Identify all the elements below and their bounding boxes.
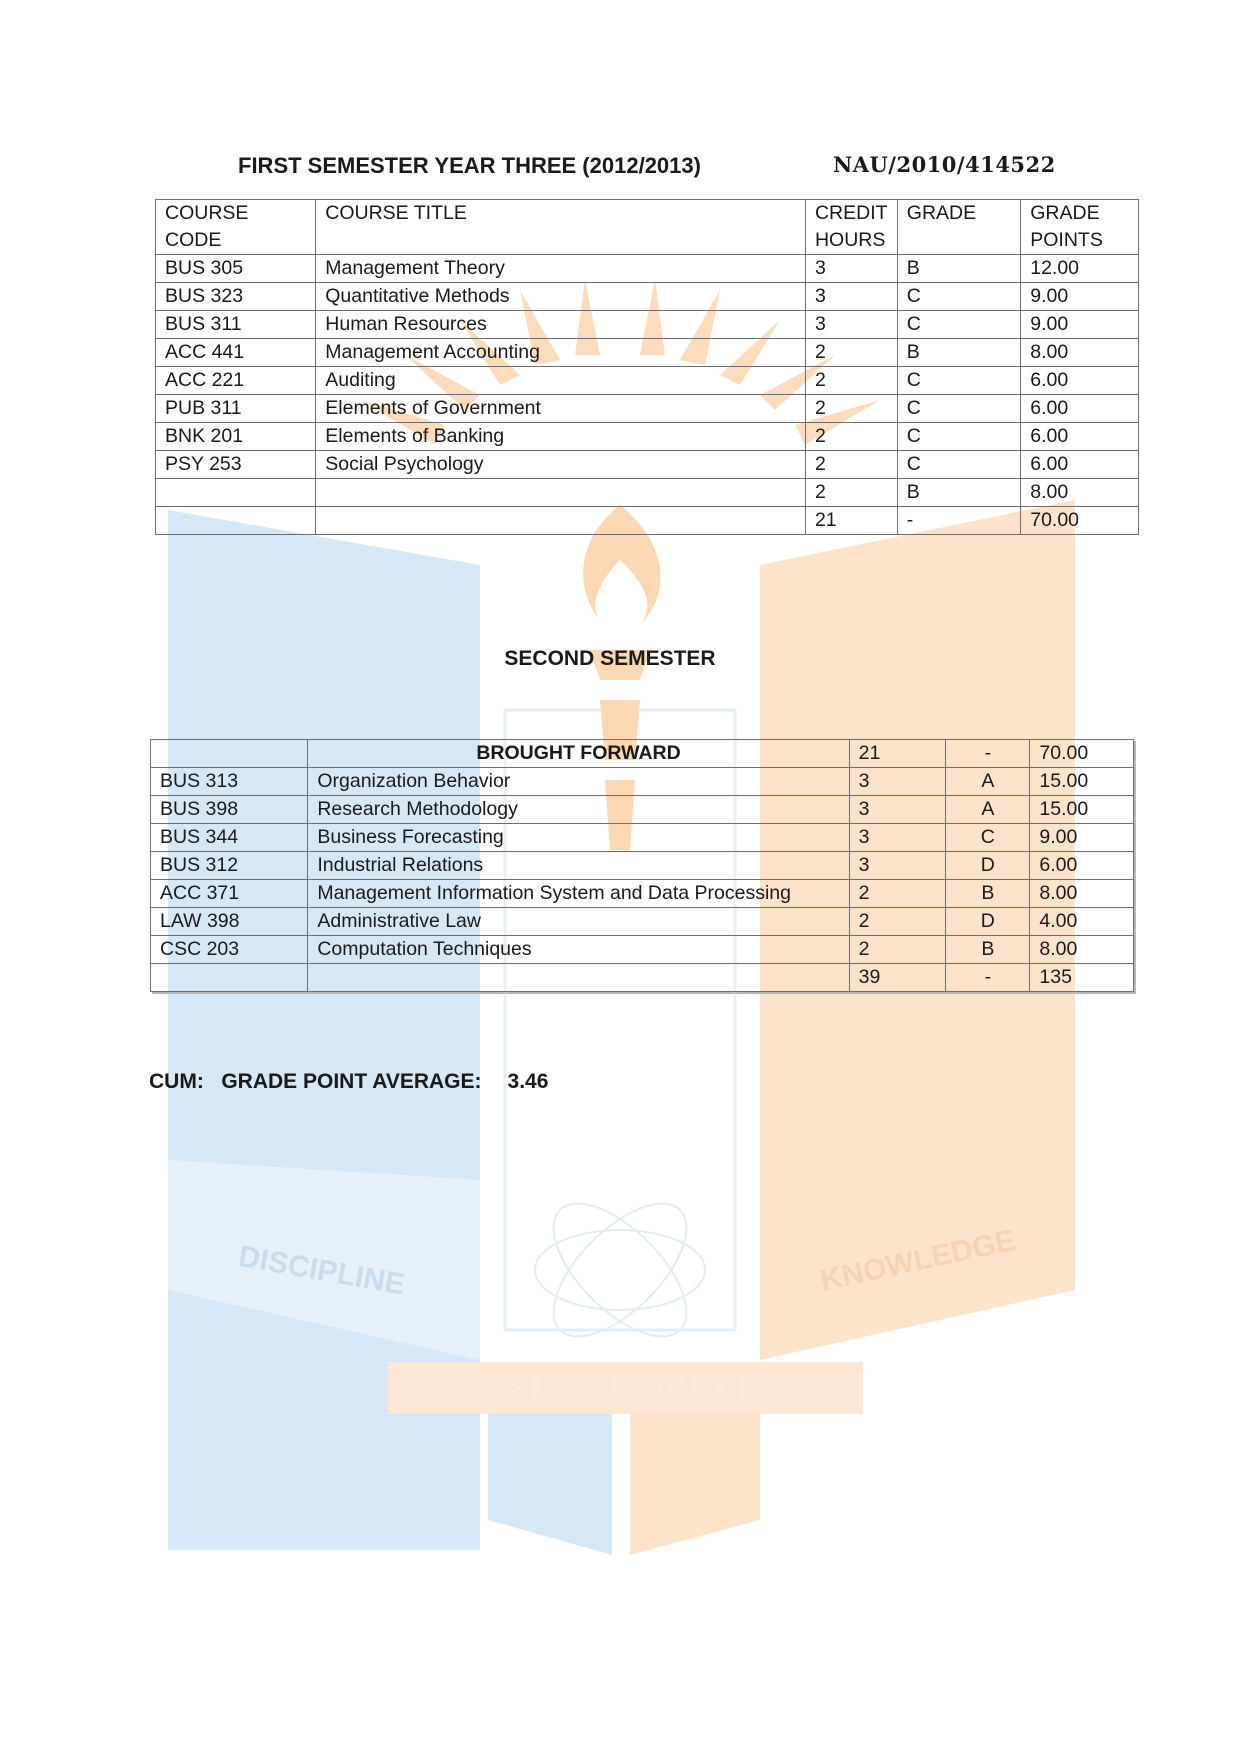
credit-hours-cell: 3 [849, 824, 946, 852]
course-title-cell [316, 507, 806, 535]
grade-points-cell: 12.00 [1021, 255, 1139, 283]
credit-hours-cell: 21 [805, 507, 897, 535]
table-row [156, 283, 1139, 311]
course-title-cell: Computation Techniques [308, 936, 849, 964]
credit-hours-cell: 3 [849, 768, 946, 796]
watermark-banner-text: SELF RELIANCE [486, 1372, 764, 1405]
brought-forward-row [151, 740, 1134, 768]
grade-points-cell: 8.00 [1030, 936, 1134, 964]
grade-cell: C [897, 451, 1020, 479]
first-semester-table [155, 199, 1139, 535]
grade-points-cell: 135 [1030, 964, 1134, 992]
course-code-cell: PUB 311 [156, 395, 316, 423]
table-row [156, 311, 1139, 339]
grade-points-cell: 9.00 [1030, 824, 1134, 852]
cgpa-label: CUM: GRADE POINT AVERAGE: [149, 1070, 482, 1093]
grade-cell: B [946, 880, 1030, 908]
grade-points-cell: 9.00 [1021, 283, 1139, 311]
brought-forward-grade: - [946, 740, 1030, 768]
table-row [156, 367, 1139, 395]
table-row [156, 507, 1139, 535]
credit-hours-cell: 2 [805, 479, 897, 507]
grade-cell: - [946, 964, 1030, 992]
course-title-cell: Organization Behavior [308, 768, 849, 796]
credit-hours-cell: 2 [805, 423, 897, 451]
table-cell [151, 740, 308, 768]
column-header-grade: GRADE [897, 200, 1020, 255]
first-semester-title: FIRST SEMESTER YEAR THREE (2012/2013) [238, 153, 701, 178]
course-code-cell: BUS 398 [151, 796, 308, 824]
grade-points-cell: 8.00 [1030, 880, 1134, 908]
second-semester-table [150, 739, 1134, 992]
header-text: CREDIT HOURS [814, 202, 888, 251]
grade-cell: C [897, 311, 1020, 339]
course-title-cell: Research Methodology [308, 796, 849, 824]
table-row [156, 339, 1139, 367]
course-title-cell [316, 479, 806, 507]
course-code-cell: BUS 323 [156, 283, 316, 311]
course-title-cell: Management Information System and Data Processing [308, 880, 849, 908]
course-code-cell: CSC 203 [151, 936, 308, 964]
course-code-cell: BUS 344 [151, 824, 308, 852]
grade-cell: C [946, 824, 1030, 852]
grade-points-cell: 70.00 [1021, 507, 1139, 535]
course-code-cell [156, 507, 316, 535]
credit-hours-cell: 3 [805, 255, 897, 283]
grade-points-cell: 8.00 [1021, 479, 1139, 507]
course-code-cell: BUS 313 [151, 768, 308, 796]
course-title-cell: Management Theory [316, 255, 806, 283]
grade-points-cell: 6.00 [1021, 451, 1139, 479]
course-title-cell [308, 964, 849, 992]
grade-cell: B [946, 936, 1030, 964]
header-text: GRADE POINTS [1030, 202, 1103, 251]
course-code-cell: BUS 311 [156, 311, 316, 339]
grade-points-cell: 6.00 [1021, 423, 1139, 451]
second-semester-title: SECOND SEMESTER [504, 647, 716, 670]
course-title-cell: Industrial Relations [308, 852, 849, 880]
grade-cell: C [897, 367, 1020, 395]
grade-points-cell: 4.00 [1030, 908, 1134, 936]
credit-hours-cell: 3 [849, 796, 946, 824]
header-text: COURSE CODE [165, 202, 249, 251]
grade-points-cell: 6.00 [1021, 395, 1139, 423]
registration-number: NAU/2010/414522 [833, 152, 1056, 177]
credit-hours-cell: 2 [849, 908, 946, 936]
grade-cell: B [897, 339, 1020, 367]
course-code-cell: LAW 398 [151, 908, 308, 936]
table-row [156, 451, 1139, 479]
brought-forward-credit: 21 [849, 740, 946, 768]
credit-hours-cell: 2 [805, 451, 897, 479]
grade-cell: C [897, 423, 1020, 451]
table-row [151, 908, 1134, 936]
table-row [156, 479, 1139, 507]
credit-hours-cell: 2 [805, 339, 897, 367]
credit-hours-cell: 3 [805, 283, 897, 311]
cgpa-value: 3.46 [507, 1070, 549, 1093]
course-title-cell: Human Resources [316, 311, 806, 339]
column-header-grade-points [1021, 200, 1139, 255]
credit-hours-cell: 3 [805, 311, 897, 339]
course-title-cell: Social Psychology [316, 451, 806, 479]
table-row [151, 936, 1134, 964]
grade-cell: B [897, 255, 1020, 283]
grade-points-cell: 8.00 [1021, 339, 1139, 367]
credit-hours-cell: 39 [849, 964, 946, 992]
credit-hours-cell: 2 [849, 880, 946, 908]
grade-cell: A [946, 796, 1030, 824]
brought-forward-label: BROUGHT FORWARD [308, 740, 849, 768]
grade-cell: B [897, 479, 1020, 507]
table-row [151, 964, 1134, 992]
grade-points-cell: 15.00 [1030, 768, 1134, 796]
course-title-cell: Quantitative Methods [316, 283, 806, 311]
course-code-cell [151, 964, 308, 992]
course-title-cell: Business Forecasting [308, 824, 849, 852]
course-title-cell: Elements of Banking [316, 423, 806, 451]
grade-cell: - [897, 507, 1020, 535]
credit-hours-cell: 2 [849, 936, 946, 964]
course-code-cell: ACC 371 [151, 880, 308, 908]
brought-forward-points: 70.00 [1030, 740, 1134, 768]
grade-points-cell: 9.00 [1021, 311, 1139, 339]
grade-cell: C [897, 395, 1020, 423]
table-row [151, 852, 1134, 880]
table-row [151, 796, 1134, 824]
credit-hours-cell: 2 [805, 367, 897, 395]
grade-cell: D [946, 908, 1030, 936]
grade-cell: D [946, 852, 1030, 880]
table-row [151, 824, 1134, 852]
course-title-cell: Auditing [316, 367, 806, 395]
grade-cell: A [946, 768, 1030, 796]
column-header-course-code [156, 200, 316, 255]
table-row [151, 768, 1134, 796]
course-code-cell: BNK 201 [156, 423, 316, 451]
table-row [156, 395, 1139, 423]
grade-points-cell: 6.00 [1030, 852, 1134, 880]
table-row [156, 255, 1139, 283]
credit-hours-cell: 2 [805, 395, 897, 423]
grade-points-cell: 6.00 [1021, 367, 1139, 395]
course-code-cell: BUS 305 [156, 255, 316, 283]
course-title-cell: Elements of Government [316, 395, 806, 423]
course-code-cell: PSY 253 [156, 451, 316, 479]
course-code-cell: BUS 312 [151, 852, 308, 880]
table-row [151, 880, 1134, 908]
credit-hours-cell: 3 [849, 852, 946, 880]
course-code-cell: ACC 221 [156, 367, 316, 395]
course-title-cell: Management Accounting [316, 339, 806, 367]
course-code-cell [156, 479, 316, 507]
cumulative-gpa [149, 1070, 548, 1094]
watermark-left-text: DISCIPLINE [235, 1239, 408, 1302]
table-row [156, 423, 1139, 451]
course-title-cell: Administrative Law [308, 908, 849, 936]
course-code-cell: ACC 441 [156, 339, 316, 367]
column-header-credit-hours [805, 200, 897, 255]
column-header-course-title: COURSE TITLE [316, 200, 806, 255]
grade-cell: C [897, 283, 1020, 311]
grade-points-cell: 15.00 [1030, 796, 1134, 824]
table-header-row [156, 200, 1139, 255]
watermark-right-text: KNOWLEDGE [817, 1223, 1019, 1298]
